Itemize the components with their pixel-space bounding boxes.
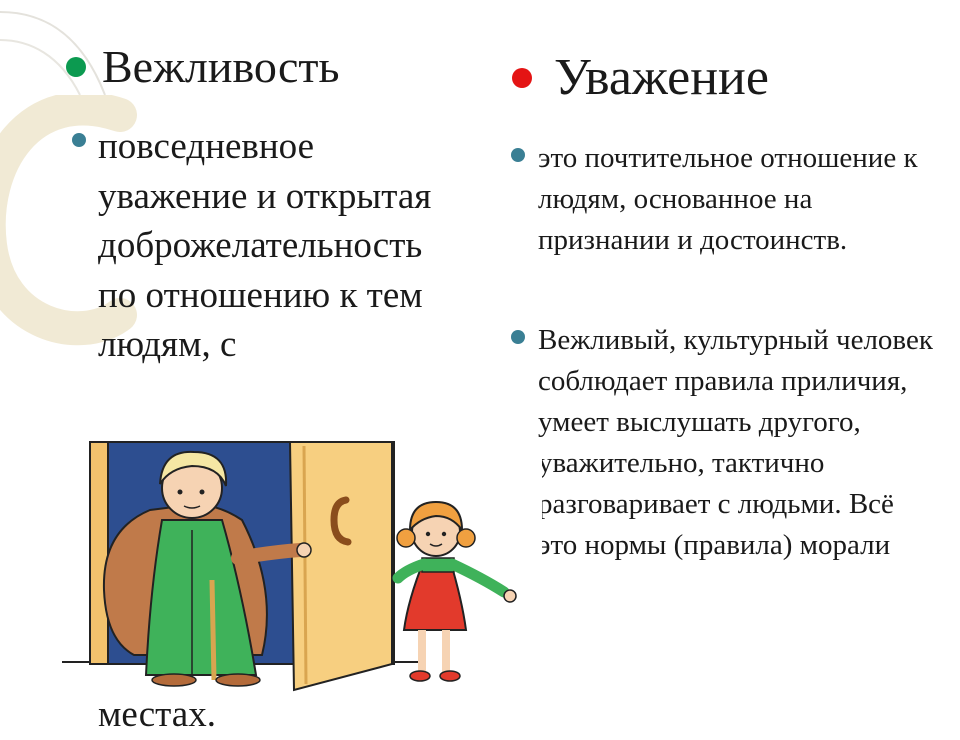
heading-politeness xyxy=(66,40,340,93)
bullet-icon xyxy=(511,330,525,344)
heading-politeness-text: Вежливость xyxy=(102,41,340,92)
respect-definition: это почтительное отношение к людям, основанное на признании и достоинств. xyxy=(538,142,918,256)
bullet-icon xyxy=(511,148,525,162)
polite-person-description: Вежливый, культурный человек соблюдает правила приличия, умеет выслушать другого, уважительно, тактично разговаривает с людьми. Всё это нормы (правила) морали xyxy=(538,324,933,561)
politeness-definition-tail: местах. xyxy=(98,694,216,735)
illustration-girl-holding-door xyxy=(42,440,542,692)
bullet-icon xyxy=(72,133,86,147)
red-bullet-icon xyxy=(512,68,532,88)
heading-respect-text: Уважение xyxy=(554,49,769,106)
green-bullet-icon xyxy=(66,57,86,77)
heading-respect xyxy=(512,48,769,107)
politeness-definition: повседневное уважение и открытая доброжелательность по отношению к тем людям, с xyxy=(98,126,432,365)
